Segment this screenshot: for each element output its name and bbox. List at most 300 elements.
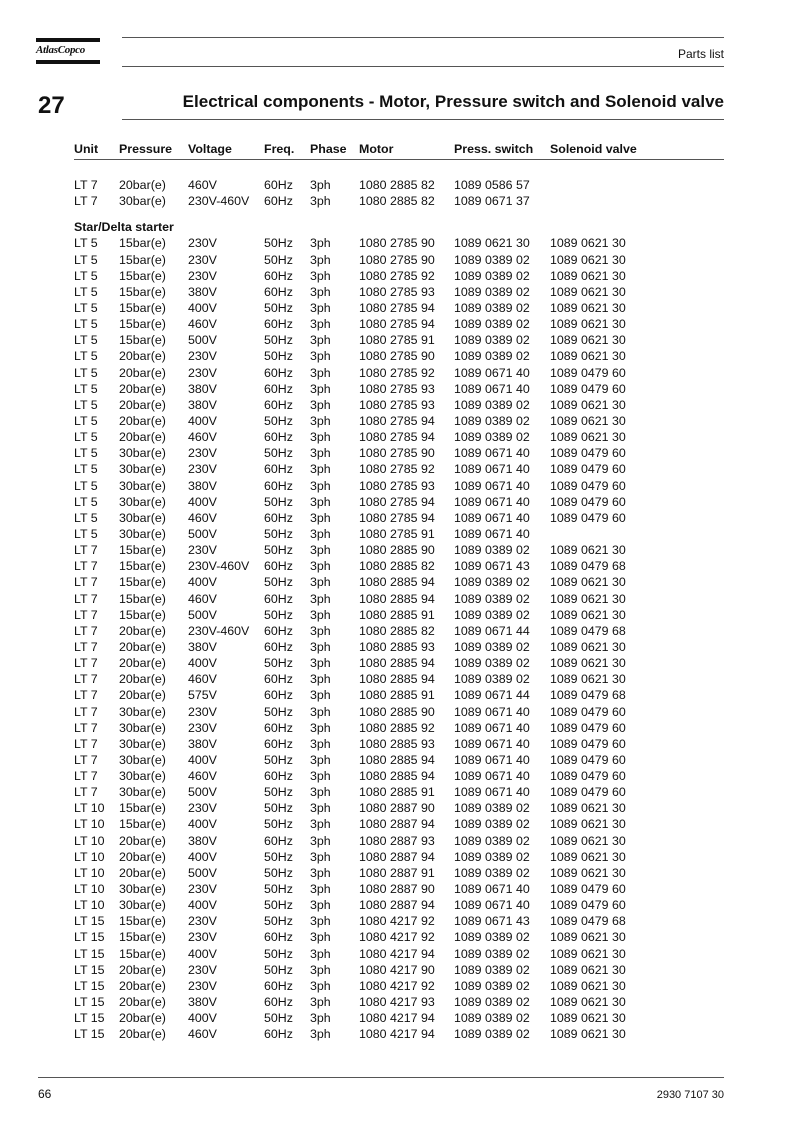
cell-phase: 3ph — [310, 349, 331, 364]
title-rule — [122, 119, 724, 120]
cell-motor: 1080 2885 94 — [359, 752, 435, 767]
cell-pressure: 20bar(e) — [119, 688, 166, 703]
cell-pressure: 30bar(e) — [119, 194, 166, 209]
cell-voltage: 380V — [188, 639, 217, 654]
cell-phase: 3ph — [310, 849, 331, 864]
cell-freq: 60Hz — [264, 688, 293, 703]
cell-phase: 3ph — [310, 284, 331, 299]
cell-motor: 1080 2785 94 — [359, 317, 435, 332]
cell-freq: 60Hz — [264, 430, 293, 445]
cell-voltage: 230V — [188, 252, 217, 267]
cell-press-switch: 1089 0586 57 — [454, 178, 530, 192]
cell-solenoid-valve: 1089 0479 60 — [550, 462, 626, 477]
cell-freq: 50Hz — [264, 494, 293, 509]
cell-voltage: 230V — [188, 543, 217, 558]
cell-phase: 3ph — [310, 236, 331, 251]
cell-unit: LT 5 — [74, 284, 98, 299]
cell-unit: LT 5 — [74, 300, 98, 315]
table-row — [74, 640, 724, 656]
cell-voltage: 380V — [188, 284, 217, 299]
table-row — [74, 398, 724, 414]
cell-motor: 1080 2785 94 — [359, 300, 435, 315]
cell-motor: 1080 2885 94 — [359, 591, 435, 606]
cell-solenoid-valve: 1089 0621 30 — [550, 672, 626, 687]
cell-voltage: 400V — [188, 817, 217, 832]
cell-pressure: 20bar(e) — [119, 672, 166, 687]
cell-motor: 1080 2885 82 — [359, 623, 435, 638]
cell-freq: 60Hz — [264, 194, 293, 209]
cell-pressure: 20bar(e) — [119, 978, 166, 993]
cell-phase: 3ph — [310, 591, 331, 606]
table-row — [74, 527, 724, 543]
cell-press-switch: 1089 0389 02 — [454, 252, 530, 267]
cell-solenoid-valve: 1089 0479 60 — [550, 478, 626, 493]
cell-voltage: 230V — [188, 446, 217, 461]
cell-motor: 1080 2785 93 — [359, 381, 435, 396]
cell-motor: 1080 2885 90 — [359, 543, 435, 558]
cell-motor: 1080 2885 94 — [359, 672, 435, 687]
cell-press-switch: 1089 0671 40 — [454, 898, 530, 913]
cell-pressure: 20bar(e) — [119, 656, 166, 671]
cell-unit: LT 7 — [74, 543, 98, 558]
table-row — [74, 253, 724, 269]
cell-pressure: 30bar(e) — [119, 720, 166, 735]
cell-voltage: 400V — [188, 898, 217, 913]
cell-unit: LT 10 — [74, 801, 105, 816]
cell-phase: 3ph — [310, 833, 331, 848]
cell-pressure: 20bar(e) — [119, 349, 166, 364]
cell-voltage: 460V — [188, 510, 217, 525]
cell-solenoid-valve: 1089 0621 30 — [550, 962, 626, 977]
rows-top-group — [74, 178, 724, 210]
cell-press-switch: 1089 0389 02 — [454, 1011, 530, 1026]
cell-pressure: 30bar(e) — [119, 510, 166, 525]
cell-pressure: 20bar(e) — [119, 430, 166, 445]
cell-phase: 3ph — [310, 365, 331, 380]
cell-unit: LT 15 — [74, 1027, 105, 1042]
cell-phase: 3ph — [310, 462, 331, 477]
cell-pressure: 15bar(e) — [119, 543, 166, 558]
parts-list-label: Parts list — [677, 47, 724, 61]
table-row — [74, 898, 724, 914]
cell-phase: 3ph — [310, 559, 331, 574]
cell-freq: 50Hz — [264, 252, 293, 267]
table-row — [74, 834, 724, 850]
cell-motor: 1080 2885 92 — [359, 720, 435, 735]
cell-motor: 1080 2887 93 — [359, 833, 435, 848]
cell-unit: LT 5 — [74, 268, 98, 283]
cell-pressure: 20bar(e) — [119, 381, 166, 396]
col-header-voltage: Voltage — [188, 142, 232, 156]
cell-solenoid-valve: 1089 0621 30 — [550, 930, 626, 945]
cell-freq: 60Hz — [264, 769, 293, 784]
cell-motor: 1080 4217 92 — [359, 978, 435, 993]
cell-freq: 60Hz — [264, 462, 293, 477]
cell-freq: 60Hz — [264, 317, 293, 332]
section-spacer — [74, 210, 724, 220]
table-row — [74, 914, 724, 930]
cell-unit: LT 15 — [74, 978, 105, 993]
cell-motor: 1080 2785 90 — [359, 236, 435, 251]
cell-freq: 60Hz — [264, 478, 293, 493]
cell-voltage: 400V — [188, 413, 217, 428]
cell-solenoid-valve: 1089 0621 30 — [550, 252, 626, 267]
cell-unit: LT 10 — [74, 882, 105, 897]
cell-unit: LT 7 — [74, 178, 98, 192]
cell-phase: 3ph — [310, 446, 331, 461]
cell-motor: 1080 4217 94 — [359, 1027, 435, 1042]
table-row — [74, 462, 724, 478]
cell-press-switch: 1089 0671 40 — [454, 704, 530, 719]
cell-motor: 1080 4217 94 — [359, 946, 435, 961]
cell-unit: LT 7 — [74, 785, 98, 800]
table-row — [74, 301, 724, 317]
cell-motor: 1080 4217 92 — [359, 914, 435, 929]
cell-motor: 1080 2885 91 — [359, 607, 435, 622]
cell-phase: 3ph — [310, 1011, 331, 1026]
table-row — [74, 688, 724, 704]
cell-freq: 50Hz — [264, 704, 293, 719]
cell-unit: LT 15 — [74, 930, 105, 945]
col-header-pressure: Pressure — [119, 142, 173, 156]
cell-freq: 50Hz — [264, 607, 293, 622]
cell-freq: 50Hz — [264, 236, 293, 251]
cell-freq: 60Hz — [264, 623, 293, 638]
table-row — [74, 194, 724, 210]
cell-phase: 3ph — [310, 962, 331, 977]
cell-press-switch: 1089 0389 02 — [454, 268, 530, 283]
cell-phase: 3ph — [310, 736, 331, 751]
cell-pressure: 20bar(e) — [119, 849, 166, 864]
cell-pressure: 15bar(e) — [119, 930, 166, 945]
cell-phase: 3ph — [310, 478, 331, 493]
cell-motor: 1080 2785 94 — [359, 494, 435, 509]
cell-press-switch: 1089 0389 02 — [454, 962, 530, 977]
cell-voltage: 500V — [188, 607, 217, 622]
cell-press-switch: 1089 0671 40 — [454, 769, 530, 784]
col-header-press-switch: Press. switch — [454, 142, 534, 156]
cell-phase: 3ph — [310, 300, 331, 315]
cell-voltage: 460V — [188, 178, 217, 192]
cell-unit: LT 7 — [74, 720, 98, 735]
cell-pressure: 20bar(e) — [119, 962, 166, 977]
cell-motor: 1080 2885 94 — [359, 769, 435, 784]
cell-pressure: 15bar(e) — [119, 317, 166, 332]
cell-phase: 3ph — [310, 178, 331, 192]
cell-freq: 60Hz — [264, 639, 293, 654]
table-row — [74, 705, 724, 721]
cell-motor: 1080 2785 93 — [359, 478, 435, 493]
cell-freq: 60Hz — [264, 284, 293, 299]
cell-pressure: 30bar(e) — [119, 494, 166, 509]
cell-freq: 50Hz — [264, 865, 293, 880]
cell-pressure: 15bar(e) — [119, 817, 166, 832]
cell-phase: 3ph — [310, 413, 331, 428]
cell-freq: 60Hz — [264, 510, 293, 525]
cell-voltage: 230V — [188, 930, 217, 945]
table-row — [74, 769, 724, 785]
cell-motor: 1080 2885 82 — [359, 194, 435, 209]
cell-voltage: 380V — [188, 478, 217, 493]
cell-solenoid-valve: 1089 0479 60 — [550, 882, 626, 897]
cell-phase: 3ph — [310, 194, 331, 209]
cell-unit: LT 7 — [74, 672, 98, 687]
cell-motor: 1080 2785 94 — [359, 430, 435, 445]
cell-pressure: 30bar(e) — [119, 769, 166, 784]
cell-freq: 60Hz — [264, 268, 293, 283]
cell-pressure: 30bar(e) — [119, 526, 166, 541]
cell-press-switch: 1089 0671 40 — [454, 720, 530, 735]
table-row — [74, 656, 724, 672]
cell-pressure: 30bar(e) — [119, 898, 166, 913]
cell-voltage: 400V — [188, 849, 217, 864]
cell-freq: 60Hz — [264, 930, 293, 945]
cell-voltage: 230V — [188, 962, 217, 977]
cell-pressure: 30bar(e) — [119, 704, 166, 719]
cell-solenoid-valve: 1089 0479 60 — [550, 510, 626, 525]
cell-solenoid-valve: 1089 0621 30 — [550, 430, 626, 445]
table-row — [74, 737, 724, 753]
cell-press-switch: 1089 0389 02 — [454, 575, 530, 590]
cell-press-switch: 1089 0389 02 — [454, 1027, 530, 1042]
cell-press-switch: 1089 0671 40 — [454, 478, 530, 493]
table-row — [74, 753, 724, 769]
cell-voltage: 230V — [188, 882, 217, 897]
cell-phase: 3ph — [310, 623, 331, 638]
table-row — [74, 801, 724, 817]
cell-unit: LT 10 — [74, 833, 105, 848]
cell-solenoid-valve: 1089 0479 60 — [550, 752, 626, 767]
cell-unit: LT 7 — [74, 688, 98, 703]
cell-unit: LT 5 — [74, 413, 98, 428]
col-header-solenoid-valve: Solenoid valve — [550, 142, 637, 156]
cell-phase: 3ph — [310, 252, 331, 267]
cell-pressure: 30bar(e) — [119, 882, 166, 897]
cell-press-switch: 1089 0389 02 — [454, 946, 530, 961]
cell-solenoid-valve: 1089 0479 60 — [550, 494, 626, 509]
cell-unit: LT 10 — [74, 898, 105, 913]
cell-freq: 50Hz — [264, 962, 293, 977]
cell-solenoid-valve: 1089 0621 30 — [550, 300, 626, 315]
cell-press-switch: 1089 0671 40 — [454, 446, 530, 461]
cell-freq: 50Hz — [264, 446, 293, 461]
cell-motor: 1080 2885 93 — [359, 639, 435, 654]
cell-phase: 3ph — [310, 430, 331, 445]
cell-voltage: 460V — [188, 591, 217, 606]
cell-solenoid-valve: 1089 0621 30 — [550, 607, 626, 622]
cell-phase: 3ph — [310, 333, 331, 348]
cell-voltage: 400V — [188, 300, 217, 315]
cell-pressure: 20bar(e) — [119, 178, 166, 192]
cell-press-switch: 1089 0389 02 — [454, 397, 530, 412]
table-row — [74, 624, 724, 640]
cell-pressure: 15bar(e) — [119, 591, 166, 606]
cell-solenoid-valve: 1089 0479 68 — [550, 914, 626, 929]
cell-freq: 50Hz — [264, 946, 293, 961]
cell-pressure: 20bar(e) — [119, 865, 166, 880]
cell-press-switch: 1089 0389 02 — [454, 300, 530, 315]
table-row — [74, 721, 724, 737]
cell-voltage: 230V — [188, 704, 217, 719]
cell-voltage: 230V — [188, 914, 217, 929]
cell-motor: 1080 2785 90 — [359, 446, 435, 461]
cell-solenoid-valve: 1089 0479 68 — [550, 623, 626, 638]
cell-unit: LT 5 — [74, 381, 98, 396]
cell-press-switch: 1089 0389 02 — [454, 849, 530, 864]
cell-solenoid-valve: 1089 0621 30 — [550, 591, 626, 606]
cell-pressure: 15bar(e) — [119, 914, 166, 929]
cell-motor: 1080 2785 93 — [359, 397, 435, 412]
page-number: 66 — [38, 1087, 52, 1101]
cell-voltage: 500V — [188, 865, 217, 880]
cell-phase: 3ph — [310, 930, 331, 945]
cell-unit: LT 5 — [74, 349, 98, 364]
cell-voltage: 380V — [188, 736, 217, 751]
cell-voltage: 400V — [188, 1011, 217, 1026]
cell-unit: LT 10 — [74, 817, 105, 832]
cell-pressure: 20bar(e) — [119, 1027, 166, 1042]
cell-press-switch: 1089 0671 44 — [454, 623, 530, 638]
cell-pressure: 20bar(e) — [119, 397, 166, 412]
table-row — [74, 511, 724, 527]
cell-press-switch: 1089 0671 40 — [454, 462, 530, 477]
cell-freq: 50Hz — [264, 801, 293, 816]
cell-motor: 1080 2887 90 — [359, 882, 435, 897]
cell-freq: 50Hz — [264, 656, 293, 671]
cell-press-switch: 1089 0671 43 — [454, 559, 530, 574]
cell-unit: LT 10 — [74, 849, 105, 864]
cell-voltage: 230V — [188, 720, 217, 735]
cell-freq: 50Hz — [264, 526, 293, 541]
cell-pressure: 20bar(e) — [119, 623, 166, 638]
cell-solenoid-valve: 1089 0621 30 — [550, 1027, 626, 1042]
cell-pressure: 20bar(e) — [119, 995, 166, 1010]
cell-freq: 50Hz — [264, 575, 293, 590]
table-row — [74, 1027, 724, 1043]
cell-phase: 3ph — [310, 397, 331, 412]
cell-freq: 50Hz — [264, 849, 293, 864]
cell-solenoid-valve: 1089 0621 30 — [550, 413, 626, 428]
cell-press-switch: 1089 0389 02 — [454, 430, 530, 445]
cell-motor: 1080 2887 90 — [359, 801, 435, 816]
cell-freq: 60Hz — [264, 178, 293, 192]
rows-section-group — [74, 236, 724, 1043]
cell-unit: LT 7 — [74, 639, 98, 654]
cell-solenoid-valve: 1089 0621 30 — [550, 639, 626, 654]
cell-freq: 60Hz — [264, 720, 293, 735]
table-row — [74, 1011, 724, 1027]
cell-pressure: 15bar(e) — [119, 801, 166, 816]
cell-voltage: 230V-460V — [188, 623, 250, 638]
cell-unit: LT 15 — [74, 1011, 105, 1026]
cell-phase: 3ph — [310, 688, 331, 703]
cell-voltage: 230V — [188, 462, 217, 477]
table-row — [74, 366, 724, 382]
cell-freq: 60Hz — [264, 365, 293, 380]
cell-voltage: 575V — [188, 688, 217, 703]
cell-press-switch: 1089 0389 02 — [454, 656, 530, 671]
cell-unit: LT 5 — [74, 236, 98, 251]
cell-solenoid-valve: 1089 0479 60 — [550, 365, 626, 380]
cell-press-switch: 1089 0671 40 — [454, 785, 530, 800]
table-row — [74, 866, 724, 882]
table-row — [74, 592, 724, 608]
table-row — [74, 817, 724, 833]
cell-solenoid-valve: 1089 0479 60 — [550, 720, 626, 735]
logo-text: AtlasCopco — [36, 44, 85, 56]
cell-unit: LT 5 — [74, 446, 98, 461]
cell-pressure: 30bar(e) — [119, 736, 166, 751]
star-delta-section-label: Star/Delta starter — [74, 220, 174, 235]
cell-solenoid-valve: 1089 0621 30 — [550, 849, 626, 864]
cell-voltage: 460V — [188, 672, 217, 687]
cell-motor: 1080 2887 94 — [359, 849, 435, 864]
cell-motor: 1080 4217 92 — [359, 930, 435, 945]
cell-motor: 1080 2785 94 — [359, 510, 435, 525]
cell-motor: 1080 2785 90 — [359, 349, 435, 364]
cell-unit: LT 5 — [74, 462, 98, 477]
cell-phase: 3ph — [310, 543, 331, 558]
cell-press-switch: 1089 0389 02 — [454, 833, 530, 848]
section-number: 27 — [38, 92, 65, 119]
cell-freq: 50Hz — [264, 914, 293, 929]
cell-phase: 3ph — [310, 995, 331, 1010]
cell-unit: LT 5 — [74, 494, 98, 509]
table-row — [74, 178, 724, 194]
atlas-copco-logo — [36, 38, 100, 66]
cell-motor: 1080 2887 94 — [359, 817, 435, 832]
cell-voltage: 230V — [188, 349, 217, 364]
cell-motor: 1080 4217 90 — [359, 962, 435, 977]
cell-phase: 3ph — [310, 656, 331, 671]
cell-solenoid-valve: 1089 0479 60 — [550, 785, 626, 800]
cell-solenoid-valve: 1089 0621 30 — [550, 801, 626, 816]
footer-rule — [38, 1077, 724, 1078]
cell-pressure: 20bar(e) — [119, 413, 166, 428]
cell-voltage: 230V-460V — [188, 559, 250, 574]
document-code: 2930 7107 30 — [656, 1089, 724, 1101]
cell-unit: LT 15 — [74, 962, 105, 977]
cell-voltage: 380V — [188, 381, 217, 396]
table-row — [74, 479, 724, 495]
cell-phase: 3ph — [310, 704, 331, 719]
table-row — [74, 430, 724, 446]
cell-phase: 3ph — [310, 526, 331, 541]
cell-motor: 1080 4217 94 — [359, 1011, 435, 1026]
cell-solenoid-valve: 1089 0621 30 — [550, 543, 626, 558]
cell-phase: 3ph — [310, 639, 331, 654]
cell-unit: LT 5 — [74, 333, 98, 348]
cell-solenoid-valve: 1089 0479 60 — [550, 446, 626, 461]
cell-freq: 50Hz — [264, 349, 293, 364]
cell-unit: LT 7 — [74, 559, 98, 574]
table-row — [74, 979, 724, 995]
cell-motor: 1080 2885 94 — [359, 575, 435, 590]
cell-unit: LT 5 — [74, 252, 98, 267]
cell-press-switch: 1089 0389 02 — [454, 317, 530, 332]
cell-phase: 3ph — [310, 268, 331, 283]
table-row — [74, 850, 724, 866]
cell-press-switch: 1089 0389 02 — [454, 591, 530, 606]
cell-unit: LT 7 — [74, 194, 98, 209]
cell-pressure: 15bar(e) — [119, 607, 166, 622]
cell-phase: 3ph — [310, 510, 331, 525]
cell-phase: 3ph — [310, 494, 331, 509]
cell-unit: LT 5 — [74, 526, 98, 541]
cell-phase: 3ph — [310, 381, 331, 396]
cell-phase: 3ph — [310, 817, 331, 832]
parts-table — [74, 142, 724, 1043]
